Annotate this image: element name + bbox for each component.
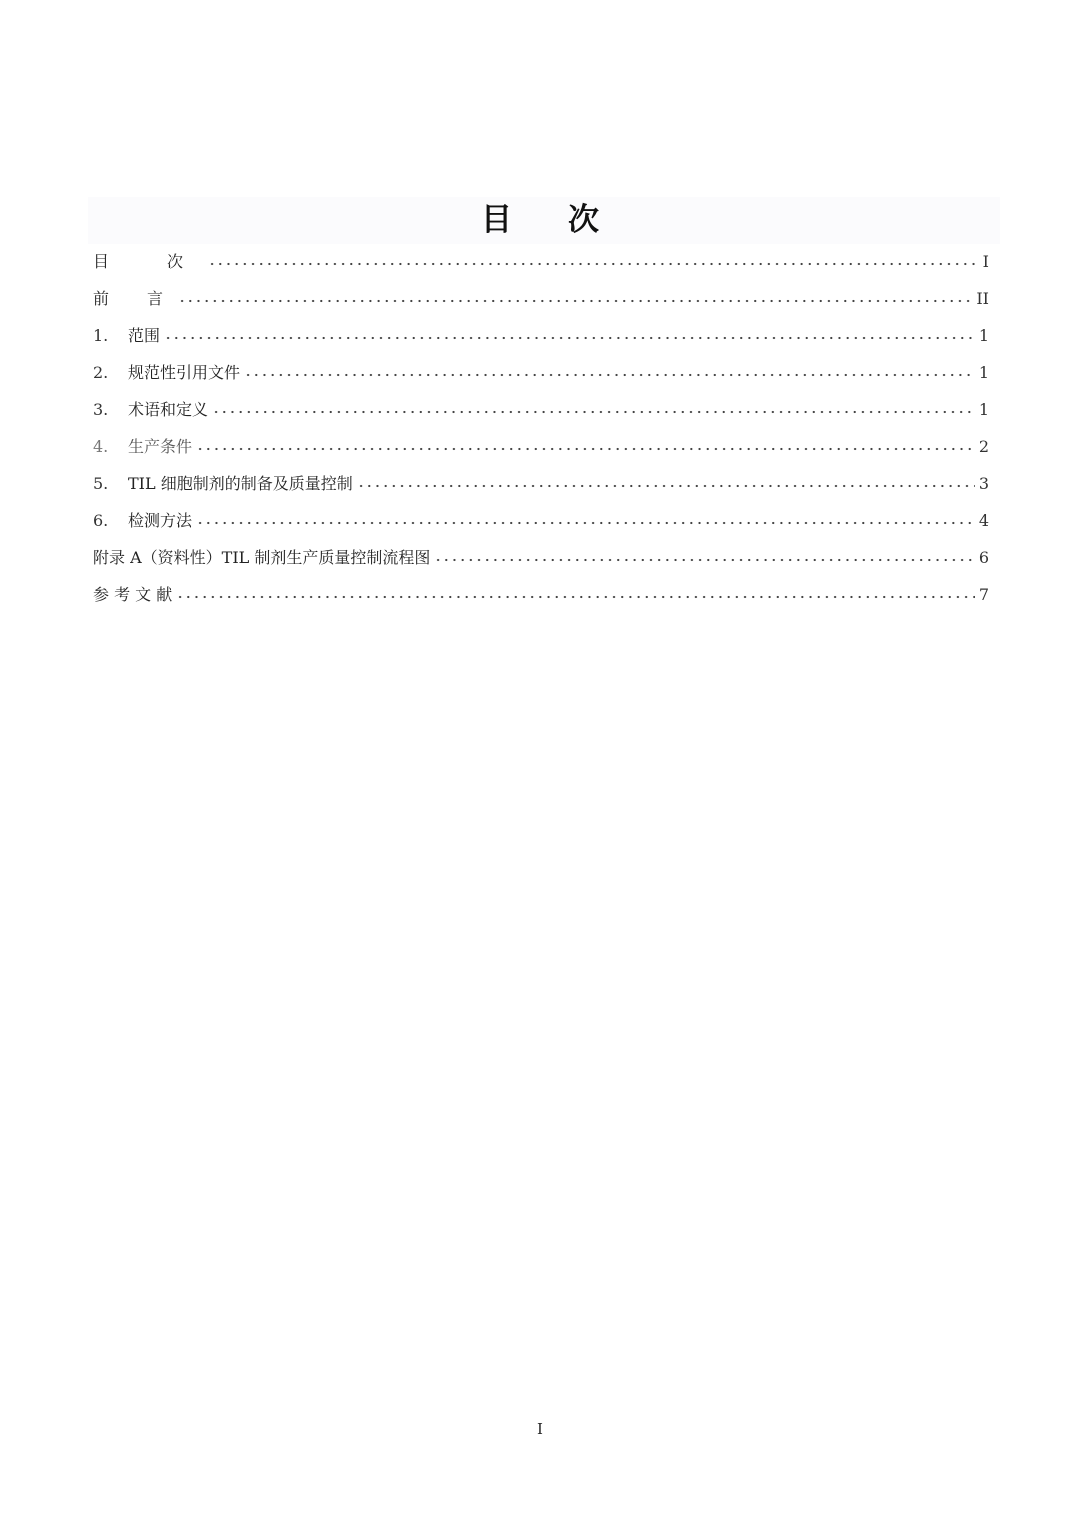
toc-entry-scope[interactable] — [93, 321, 989, 358]
toc-entry-page: I — [982, 252, 989, 271]
toc-entry-page: II — [976, 289, 989, 308]
toc-entry-number: 6. — [93, 511, 109, 530]
toc-entry-test-methods[interactable] — [93, 506, 989, 543]
title-char-1: 目 — [481, 202, 512, 238]
toc-entry-page: 4 — [978, 511, 989, 530]
toc-entry-appendix-a[interactable] — [93, 543, 989, 580]
dot-leader — [196, 433, 975, 453]
dot-leader — [434, 544, 974, 564]
table-of-contents — [93, 247, 989, 617]
toc-entry-til-preparation[interactable] — [93, 469, 989, 506]
toc-entry-label: 术语和定义 — [128, 400, 209, 419]
dot-leader — [244, 359, 975, 379]
page-title — [0, 197, 1080, 244]
toc-entry-page: 1 — [978, 363, 989, 382]
toc-entry-label: 规范性引用文件 — [128, 363, 241, 382]
toc-entry-page: 6 — [978, 548, 989, 567]
toc-entry-label: 检测方法 — [128, 511, 193, 530]
dot-leader — [357, 470, 975, 490]
toc-entry-normative-references[interactable] — [93, 358, 989, 395]
toc-entry-production-conditions[interactable] — [93, 432, 989, 469]
toc-entry-number: 5. — [93, 474, 109, 493]
toc-entry-page: 7 — [978, 585, 989, 604]
dot-leader — [196, 507, 975, 527]
toc-entry-terms-definitions[interactable] — [93, 395, 989, 432]
toc-entry-number: 1. — [93, 326, 109, 345]
toc-entry-contents[interactable] — [93, 247, 989, 284]
page-number: I — [537, 1420, 543, 1438]
toc-entry-number: 2. — [93, 363, 109, 382]
toc-entry-label: 范围 — [128, 326, 161, 345]
toc-entry-label: TIL 细胞制剂的制备及质量控制 — [128, 474, 353, 493]
title-char-2: 次 — [568, 202, 599, 238]
toc-entry-page: 2 — [978, 437, 989, 456]
dot-leader — [176, 581, 975, 601]
dot-leader — [212, 396, 975, 416]
toc-entry-label: 目 次 — [93, 252, 205, 271]
toc-entry-label: 附录 A（资料性）TIL 制剂生产质量控制流程图 — [93, 548, 431, 567]
toc-entry-page: 3 — [978, 474, 989, 493]
toc-entry-number: 4. — [93, 437, 109, 456]
toc-entry-page: 1 — [978, 400, 989, 419]
dot-leader — [178, 285, 972, 305]
toc-entry-number: 3. — [93, 400, 109, 419]
toc-entry-label: 生产条件 — [128, 437, 193, 456]
toc-entry-page: 1 — [978, 326, 989, 345]
dot-leader — [164, 322, 975, 342]
toc-entry-bibliography[interactable] — [93, 580, 989, 617]
toc-entry-foreword[interactable] — [93, 284, 989, 321]
toc-entry-label: 前 言 — [93, 289, 175, 308]
toc-entry-label: 参 考 文 献 — [93, 585, 173, 604]
dot-leader — [208, 248, 975, 268]
